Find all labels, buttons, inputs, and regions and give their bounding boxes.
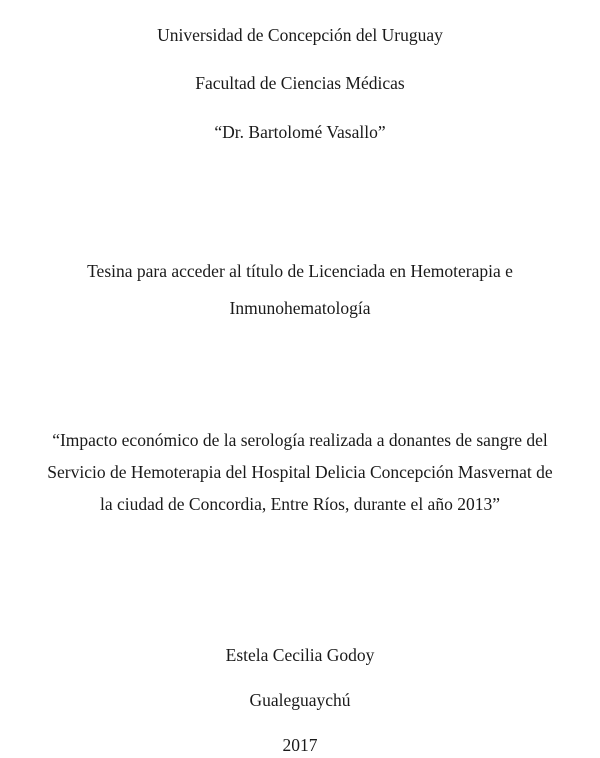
faculty-namesake: “Dr. Bartolomé Vasallo” bbox=[214, 122, 386, 142]
thesis-title-line-2: Servicio de Hemoterapia del Hospital Delicia Concepción Masvernat de bbox=[47, 462, 553, 482]
thesis-title-line-3: la ciudad de Concordia, Entre Ríos, durante el año 2013” bbox=[100, 494, 500, 514]
year: 2017 bbox=[282, 735, 318, 755]
university-name: Universidad de Concepción del Uruguay bbox=[157, 25, 443, 45]
degree-line-2: Inmunohematología bbox=[229, 298, 371, 318]
city: Gualeguaychú bbox=[249, 690, 351, 710]
faculty-name: Facultad de Ciencias Médicas bbox=[195, 73, 405, 93]
degree-line-1: Tesina para acceder al título de Licenciada en Hemoterapia e bbox=[87, 261, 513, 281]
degree-statement bbox=[0, 261, 600, 318]
author-name: Estela Cecilia Godoy bbox=[225, 645, 375, 665]
thesis-title bbox=[0, 430, 600, 514]
thesis-title-line-1: “Impacto económico de la serología realizada a donantes de sangre del bbox=[52, 430, 548, 450]
